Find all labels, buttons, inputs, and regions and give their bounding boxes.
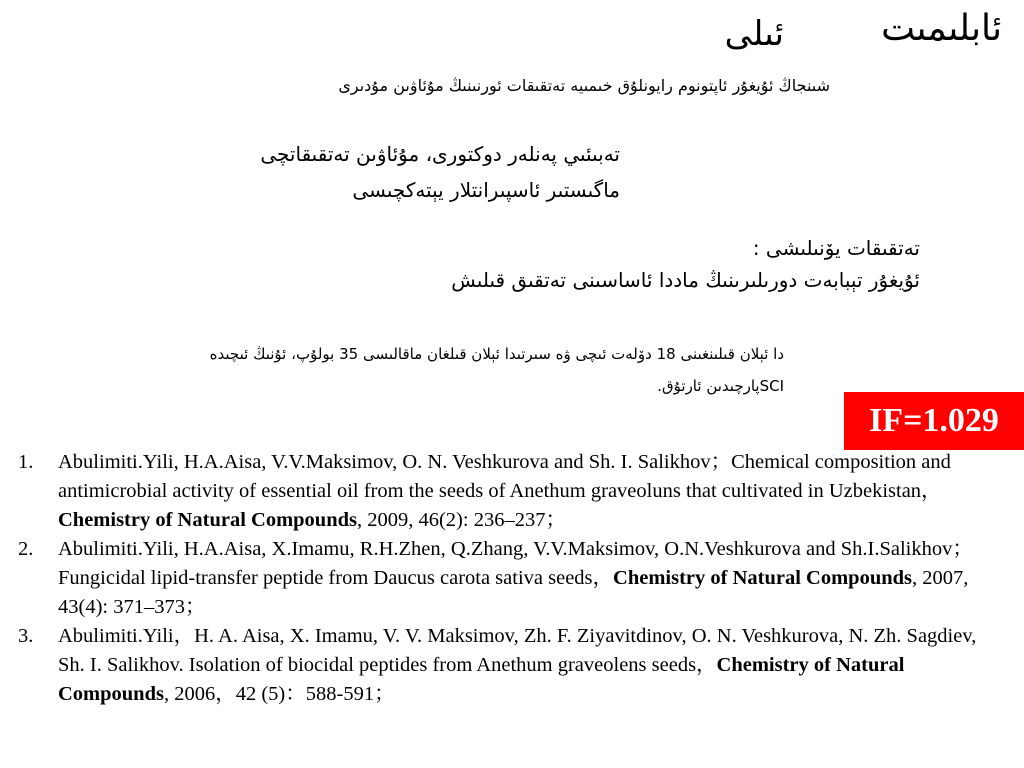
reference-number: 2.	[18, 538, 34, 560]
degree-block	[260, 136, 620, 208]
reference-authors-title: Abulimiti.Yili，H. A. Aisa, X. Imamu, V. V. Maksimov, Zh. F. Ziyavitdinov, O. N. Veshkurova, N. Zh. Sagdiev, Sh. I. Salikhov. Isolation of biocidal peptides from Anethum graveolens seeds，	[58, 625, 977, 676]
research-label: تەتقىقات يۆنىلىشى :	[752, 236, 920, 260]
reference-authors-title: Abulimiti.Yili, H.A.Aisa, X.Imamu, R.H.Zhen, Q.Zhang, V.V.Maksimov, O.N.Veshkurova and Sh.I.Salikhov； Fungicidal lipid-transfer peptide from Daucus carota sativa seeds，	[58, 538, 973, 589]
reference-text	[58, 535, 1008, 622]
publications-note-line-2: SCIپارچىدىن ئارتۇق.	[657, 377, 784, 395]
publications-note-line-1: دا ئېلان قىلىنغىنى 18 دۆلەت ئىچى ۋە سىرتىدا ئېلان قىلغان ماقالىسى 35 بولۇپ، ئۇنىڭ ئىچىدە	[209, 345, 784, 363]
research-text: ئۇيغۇر تېبابەت دورىلىرىنىڭ ماددا ئاساسىنى تەتقىق قىلىش	[451, 268, 920, 292]
reference-authors-title: Abulimiti.Yili, H.A.Aisa, V.V.Maksimov, O. N. Veshkurova and Sh. I. Salikhov；Chemical composition and antimicrobial activity of essential oil from the seeds of Anethum graveoluns that cultivated in Uzbekistan，	[58, 451, 951, 502]
reference-journal: Chemistry of Natural Compounds	[613, 567, 913, 589]
reference-text	[58, 448, 1008, 535]
research-block	[451, 232, 920, 296]
reference-item	[18, 535, 1008, 622]
reference-journal: Chemistry of Natural Compounds	[58, 509, 357, 531]
affiliation-line: شىنجاڭ ئۇيغۇر ئاپتونوم رايونلۇق خىمىيە تەتقىقات ئورنىنىڭ مۇئاۋىن مۇدىرى	[338, 76, 830, 95]
title-surname: ئابلىمىت	[881, 8, 1002, 49]
reference-number: 3.	[18, 625, 34, 647]
reference-item	[18, 622, 1008, 709]
reference-journal: Chemistry of Natural Compounds	[58, 654, 905, 705]
reference-citation: , 2007, 43(4): 371–373；	[58, 567, 969, 618]
degree-line-1: تەبىئىي پەنلەر دوكتورى، مۇئاۋىن تەتقىقاتچى	[260, 142, 620, 166]
degree-line-2: ماگىستىر ئاسپىرانتلار يېتەكچىسى	[352, 178, 620, 202]
reference-citation: , 2006，42 (5)：588-591；	[163, 683, 395, 705]
reference-list	[18, 448, 1008, 709]
publications-note	[210, 338, 784, 402]
reference-item	[18, 448, 1008, 535]
reference-text	[58, 622, 1008, 709]
reference-citation: , 2009, 46(2): 236–237；	[356, 509, 566, 531]
reference-number: 1.	[18, 451, 34, 473]
title-given-name: ئىلى	[724, 14, 784, 54]
impact-factor-badge: IF=1.029	[844, 392, 1024, 450]
